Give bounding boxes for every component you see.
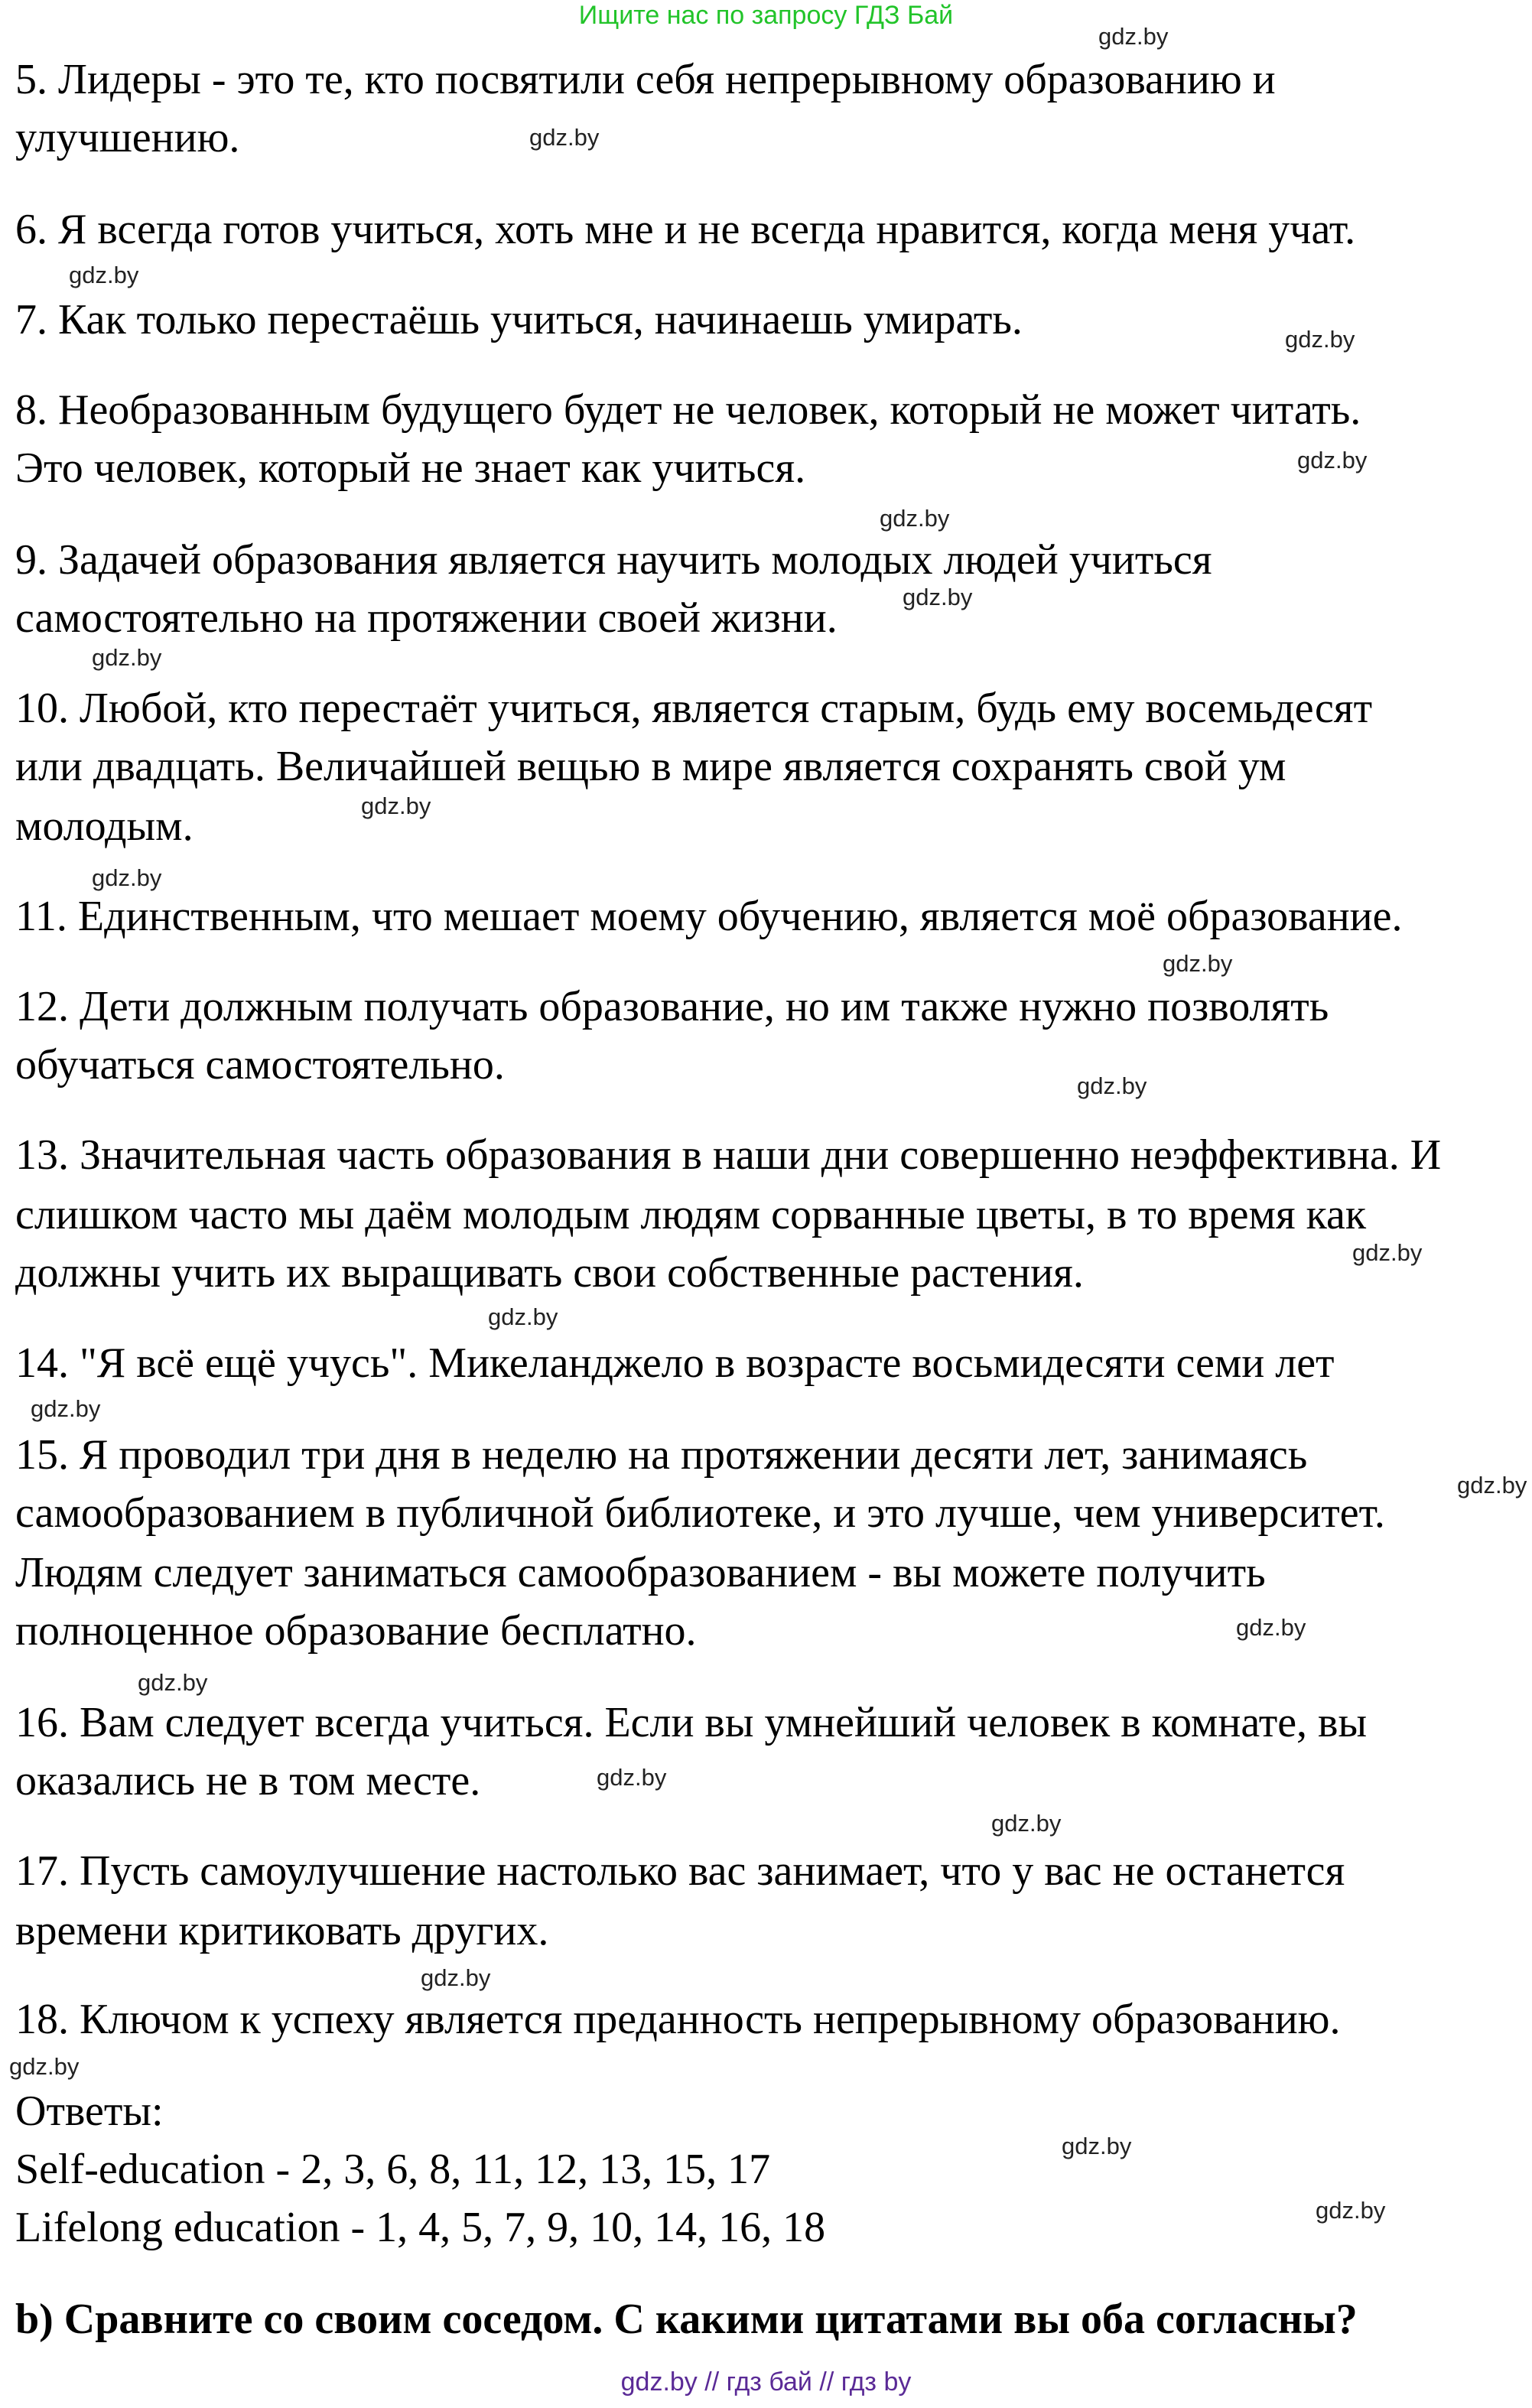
- watermark: gdz.by: [92, 864, 162, 891]
- watermark: gdz.by: [597, 1764, 667, 1791]
- quote-line: 5. Лидеры - это те, кто посвятили себя непрерывному образованию и: [15, 56, 1276, 103]
- quote-line: полноценное образование бесплатно.: [15, 1607, 697, 1655]
- answer-lifelong-education: Lifelong education - 1, 4, 5, 7, 9, 10, 14, 16, 18: [15, 2204, 826, 2251]
- watermark: gdz.by: [92, 644, 162, 671]
- quote-line: 16. Вам следует всегда учиться. Если вы умнейший человек в комнате, вы: [15, 1699, 1368, 1746]
- quote-line: или двадцать. Величайшей вещью в мире является сохранять свой ум: [15, 743, 1286, 790]
- watermark: gdz.by: [9, 2053, 80, 2080]
- footer-links[interactable]: gdz.by // гдз бай // гдз by: [620, 2367, 912, 2397]
- quote-line: 15. Я проводил три дня в неделю на протяжении десяти лет, занимаясь: [15, 1431, 1308, 1479]
- quote-line: 10. Любой, кто перестаёт учиться, является старым, будь ему восемьдесят: [15, 685, 1373, 732]
- quote-line: 12. Дети должным получать образование, но им также нужно позволять: [15, 983, 1329, 1030]
- quote-line: 6. Я всегда готов учиться, хоть мне и не всегда нравится, когда меня учат.: [15, 206, 1356, 253]
- quote-line: времени критиковать других.: [15, 1907, 549, 1954]
- watermark: gdz.by: [529, 124, 600, 151]
- search-prompt-link[interactable]: Ищите нас по запросу ГДЗ Бай: [578, 1, 954, 30]
- quote-line: 17. Пусть самоулучшение настолько вас занимает, что у вас не останется: [15, 1847, 1345, 1895]
- quote-line: 13. Значительная часть образования в наши дни совершенно неэффективна. И: [15, 1131, 1442, 1179]
- quote-line: оказались не в том месте.: [15, 1757, 481, 1804]
- watermark: gdz.by: [991, 1810, 1062, 1837]
- quote-line: молодым.: [15, 802, 194, 850]
- quote-line: обучаться самостоятельно.: [15, 1041, 505, 1088]
- watermark: gdz.by: [1297, 447, 1368, 473]
- watermark: gdz.by: [1316, 2197, 1386, 2224]
- watermark: gdz.by: [31, 1395, 101, 1422]
- watermark: gdz.by: [1352, 1239, 1423, 1266]
- quote-line: 9. Задачей образования является научить молодых людей учиться: [15, 536, 1212, 584]
- watermark: gdz.by: [903, 584, 973, 610]
- watermark: gdz.by: [1098, 23, 1169, 50]
- quote-line: 11. Единственным, что мешает моему обучению, является моё образование.: [15, 893, 1403, 940]
- watermark: gdz.by: [1163, 950, 1233, 977]
- quote-line: слишком часто мы даём молодым людям сорванные цветы, в то время как: [15, 1191, 1367, 1238]
- quote-line: 7. Как только перестаёшь учиться, начинаешь умирать.: [15, 296, 1023, 343]
- quote-line: должны учить их выращивать свои собственные растения.: [15, 1249, 1084, 1297]
- watermark: gdz.by: [361, 792, 431, 819]
- quote-line: 14. "Я всё ещё учусь". Микеланджело в возрасте восьмидесяти семи лет: [15, 1339, 1335, 1387]
- quote-line: 8. Необразованным будущего будет не человек, который не может читать.: [15, 386, 1361, 434]
- watermark: gdz.by: [1285, 326, 1355, 353]
- task-b-heading: b) Сравните со своим соседом. С какими цитатами вы оба согласны?: [15, 2296, 1358, 2343]
- watermark: gdz.by: [1457, 1472, 1527, 1498]
- watermark: gdz.by: [1062, 2133, 1132, 2159]
- answers-label: Ответы:: [15, 2087, 164, 2135]
- quote-line: 18. Ключом к успеху является преданность непрерывному образованию.: [15, 1996, 1341, 2043]
- quote-line: самостоятельно на протяжении своей жизни.: [15, 594, 838, 642]
- quote-line: Людям следует заниматься самообразованием - вы можете получить: [15, 1549, 1266, 1596]
- quote-line: Это человек, который не знает как учиться.: [15, 444, 806, 492]
- quote-line: самообразованием в публичной библиотеке, и это лучше, чем университет.: [15, 1489, 1385, 1537]
- watermark: gdz.by: [880, 505, 950, 532]
- watermark: gdz.by: [1077, 1072, 1147, 1099]
- watermark: gdz.by: [69, 262, 139, 288]
- watermark: gdz.by: [1236, 1614, 1306, 1641]
- watermark: gdz.by: [488, 1303, 558, 1330]
- watermark: gdz.by: [421, 1964, 491, 1991]
- watermark: gdz.by: [138, 1669, 208, 1696]
- answer-self-education: Self-education - 2, 3, 6, 8, 11, 12, 13, 15, 17: [15, 2146, 771, 2193]
- quote-line: улучшению.: [15, 114, 240, 161]
